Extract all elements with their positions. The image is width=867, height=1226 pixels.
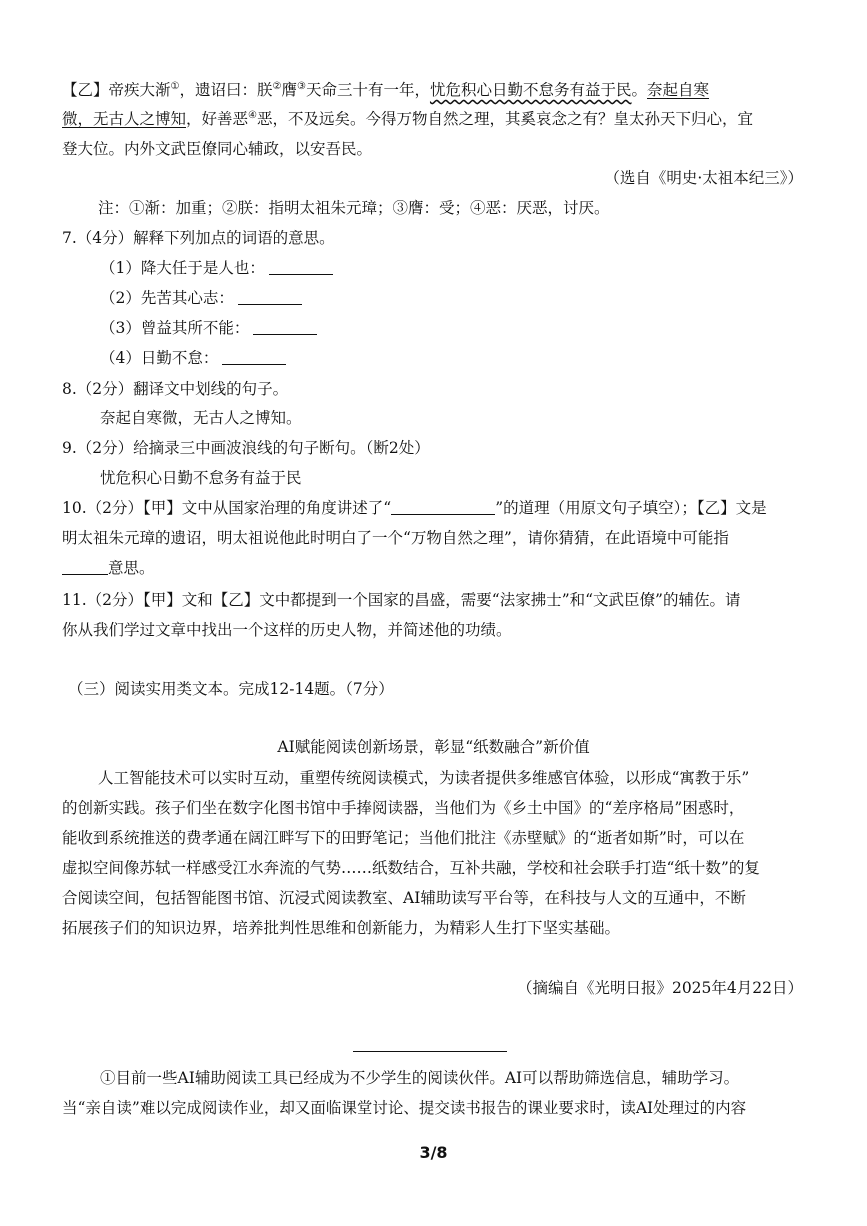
q11-line-1: 11.（2分）【甲】文和【乙】文中都提到一个国家的昌盛，需要“法家拂士”和“文武臣僚”的辅佐。请 [62, 591, 741, 609]
answer-blank[interactable] [222, 348, 286, 365]
q9-sentence: 忧危积心日勤不怠务有益于民 [100, 469, 302, 487]
yi-line-1 [62, 78, 709, 102]
q8-sentence: 奈起自寒微，无古人之博知。 [100, 409, 302, 427]
q7-item-1 [100, 256, 333, 280]
q8-stem: 8.（2分）翻译文中划线的句子。 [62, 380, 289, 398]
page-number: 3/8 [419, 1143, 448, 1162]
passage-1-line-2: 当“亲自读”难以完成阅读作业，却又面临课堂讨论、提交读书报告的课业要求时，读AI处理过的内容 [62, 1099, 747, 1117]
article-line: 合阅读空间，包括智能图书馆、沉浸式阅读教室、AI辅助读写平台等，在科技与人文的互通中，不断 [62, 889, 746, 907]
footnote-marker: ③ [296, 80, 306, 92]
q10-text: ”的道理（用原文句子填空）；【乙】文是 [495, 499, 767, 517]
q7-item-label: （2）先苦其心志： [100, 289, 234, 307]
q7-item-4 [100, 346, 286, 370]
q7-item-label: （4）日勤不怠： [100, 349, 219, 367]
yi-source: （选自《明史·太祖本纪三》） [604, 169, 803, 187]
q7-item-3 [100, 316, 317, 340]
divider [353, 1051, 507, 1052]
footnote-marker: ① [170, 80, 180, 92]
underlined-sentence: 奈起自寒 [647, 81, 710, 99]
q7-item-label: （1）降大任于是人也： [100, 259, 265, 277]
answer-blank[interactable] [391, 498, 495, 515]
q7-item-2 [100, 286, 302, 310]
answer-blank[interactable] [253, 318, 317, 335]
yi-text: 。 [631, 81, 647, 99]
yi-notes: 注：①渐：加重；②朕：指明太祖朱元璋；③膺：受；④恶：厌恶，讨厌。 [98, 199, 610, 217]
yi-text: 【乙】帝疾大渐 [62, 81, 171, 99]
article-line: 拓展孩子们的知识边界，培养批判性思维和创新能力，为精彩人生打下坚实基础。 [62, 919, 621, 937]
article-line: 人工智能技术可以实时互动，重塑传统阅读模式，为读者提供多维感官体验，以形成“寓教于乐” [98, 769, 750, 787]
q9-stem: 9.（2分）给摘录三中画波浪线的句子断句。（断2处） [62, 439, 430, 457]
q7-item-label: （3）曾益其所不能： [100, 319, 250, 337]
article-line: 虚拟空间像苏轼一样感受江水奔流的气势……纸数结合，互补共融，学校和社会联手打造“纸十数”的复 [62, 859, 760, 877]
yi-line-3: 登大位。内外文武臣僚同心辅政，以安吾民。 [62, 140, 373, 158]
yi-text: 膺 [281, 81, 297, 99]
underlined-sentence: 微，无古人之博知 [62, 110, 187, 128]
q11-line-2: 你从我们学过文章中找出一个这样的历史人物，并简述他的功绩。 [62, 621, 512, 639]
yi-text: ，好善恶 [186, 110, 249, 128]
article-line: 能收到系统推送的费孝通在阔江畔写下的田野笔记；当他们批注《赤壁赋》的“逝者如斯”时，可以在 [62, 829, 745, 847]
article-source: （摘编自《光明日报》2025年4月22日） [516, 979, 803, 997]
yi-line-2 [62, 107, 753, 131]
q10-line-3 [62, 556, 155, 580]
q10-text: 10.（2分）【甲】文中从国家治理的角度讲述了“ [62, 499, 392, 517]
q7-stem: 7.（4分）解释下列加点的词语的意思。 [62, 229, 335, 247]
yi-text: 天命三十有一年， [305, 81, 430, 99]
q10-line-1 [62, 496, 767, 520]
yi-text: 恶，不及远矣。今得万物自然之理，其奚哀念之有？皇太孙天下归心，宜 [257, 110, 754, 128]
article-line: 的创新实践。孩子们坐在数字化图书馆中手捧阅读器，当他们为《乡土中国》的“差序格局”困惑时， [62, 799, 745, 817]
section-3-heading: （三）阅读实用类文本。完成12-14题。（7分） [68, 680, 394, 698]
passage-1-line-1: ①目前一些AI辅助阅读工具已经成为不少学生的阅读伙伴。AI可以帮助筛选信息，辅助学习。 [100, 1069, 740, 1087]
yi-text: ，遗诏曰：朕 [179, 81, 273, 99]
answer-blank[interactable] [269, 258, 333, 275]
q10-line-2: 明太祖朱元璋的遗诏，明太祖说他此时明白了一个“万物自然之理”，请你猜猜，在此语境中可能指 [62, 529, 729, 547]
footnote-marker: ② [272, 80, 282, 92]
wavy-underlined-sentence: 忧危积心日勤不怠务有益于民 [429, 81, 632, 99]
q10-text: 意思。 [108, 559, 155, 577]
footnote-marker: ④ [248, 109, 257, 121]
answer-blank[interactable] [62, 558, 108, 575]
article-title: AI赋能阅读创新场景，彰显“纸数融合”新价值 [277, 738, 590, 756]
answer-blank[interactable] [238, 288, 302, 305]
